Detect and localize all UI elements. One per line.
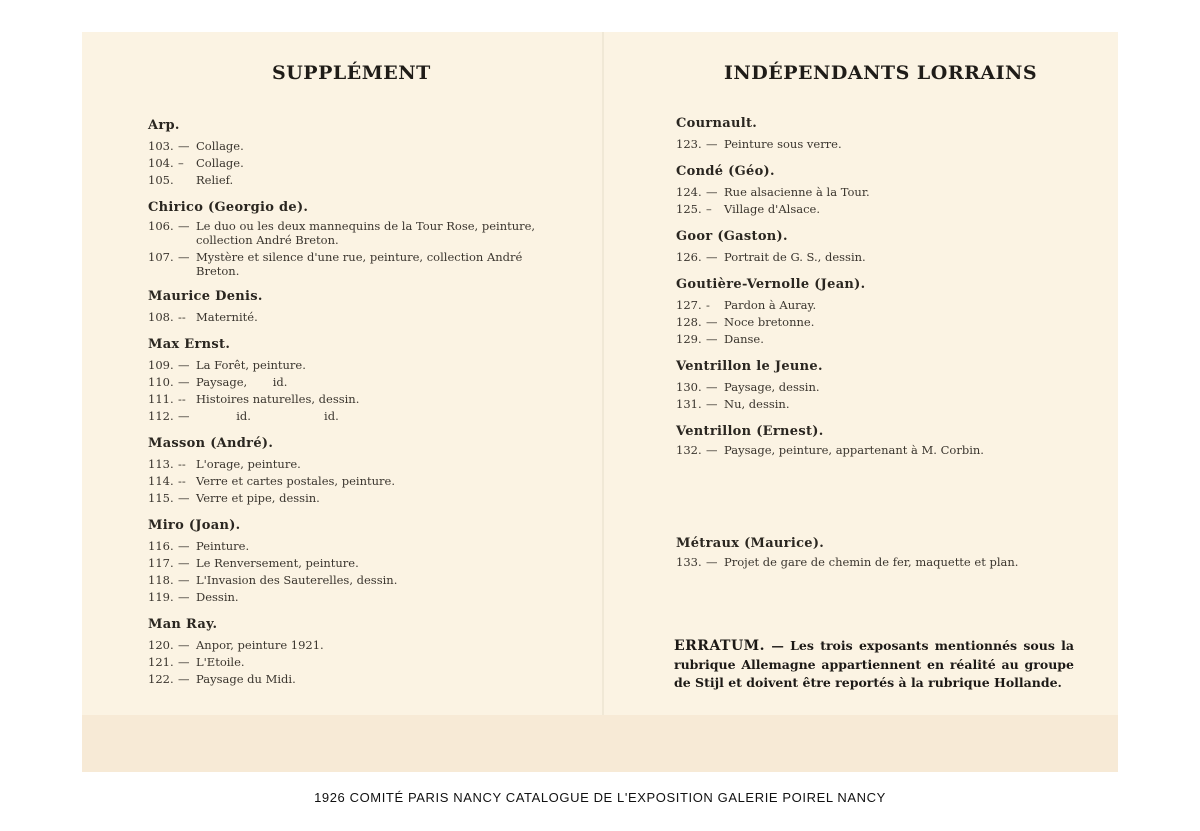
artwork-dash: — xyxy=(706,555,718,569)
artwork-num: 118. xyxy=(148,573,174,587)
artwork-num: 111. xyxy=(148,392,174,406)
artwork-desc: Rue alsacienne à la Tour. xyxy=(724,185,870,199)
artwork-desc: Portrait de G. S., dessin. xyxy=(724,250,866,264)
artwork-item xyxy=(148,357,558,374)
artwork-desc: Verre et cartes postales, peinture. xyxy=(196,474,395,488)
artwork-dash: — xyxy=(178,638,190,652)
artist-name: Masson (André). xyxy=(148,436,274,451)
artist-name: Ventrillon le Jeune. xyxy=(676,359,823,374)
artwork-list xyxy=(148,538,558,606)
artwork-desc: id. id. xyxy=(196,409,339,423)
artwork-num: 124. xyxy=(676,185,702,199)
artwork-desc: Paysage du Midi. xyxy=(196,672,296,686)
artwork-item xyxy=(148,490,558,507)
artwork-list xyxy=(148,456,558,507)
artwork-dash: — xyxy=(178,556,190,570)
artwork-desc: Anpor, peinture 1921. xyxy=(196,638,324,652)
artist-name: Miro (Joan). xyxy=(148,518,241,533)
artwork-num: 107. xyxy=(148,250,174,264)
artist-name: Goutière-Vernolle (Jean). xyxy=(676,277,866,292)
artist-entry xyxy=(676,424,1086,458)
artist-entry xyxy=(148,518,558,606)
artwork-dash: -- xyxy=(178,457,186,471)
artist-entry xyxy=(676,116,1086,153)
left-heading: SUPPLÉMENT xyxy=(272,62,431,84)
artwork-desc: Le Renversement, peinture. xyxy=(196,556,359,570)
artwork-dash: — xyxy=(706,443,718,457)
artwork-num: 113. xyxy=(148,457,174,471)
artwork-item xyxy=(148,391,558,408)
artwork-dash xyxy=(178,172,196,189)
artist-entry xyxy=(676,536,1086,570)
artwork-list xyxy=(676,444,1086,458)
artwork-num: 132. xyxy=(676,443,702,457)
artist-name: Man Ray. xyxy=(148,617,218,632)
artist-entry xyxy=(676,229,1086,266)
artwork-num: 122. xyxy=(148,672,174,686)
artwork-dash: — xyxy=(706,380,718,394)
artwork-dash: -- xyxy=(178,310,186,324)
artwork-item xyxy=(148,172,558,189)
artwork-item xyxy=(676,331,1086,348)
artist-name: Ventrillon (Ernest). xyxy=(676,424,824,439)
artwork-item xyxy=(676,444,1086,458)
metraux-entry xyxy=(676,536,1086,581)
artwork-num: 114. xyxy=(148,474,174,488)
artwork-desc: Peinture. xyxy=(196,539,250,553)
artwork-dash: — xyxy=(178,655,190,669)
artwork-item xyxy=(676,297,1086,314)
artwork-list xyxy=(676,184,1086,218)
artwork-item xyxy=(148,555,558,572)
artwork-desc: Paysage, id. xyxy=(196,375,288,389)
artwork-desc: La Forêt, peinture. xyxy=(196,358,306,372)
artwork-num: 115. xyxy=(148,491,174,505)
artwork-desc: Maternité. xyxy=(196,310,258,324)
artist-entry xyxy=(148,337,558,425)
artist-entry xyxy=(148,200,558,278)
artwork-num: 105. xyxy=(148,173,174,187)
artwork-dash: — xyxy=(178,672,190,686)
artwork-item xyxy=(148,473,558,490)
artwork-num: 128. xyxy=(676,315,702,329)
artwork-item xyxy=(148,572,558,589)
artwork-list xyxy=(676,556,1086,570)
right-heading: INDÉPENDANTS LORRAINS xyxy=(724,62,1038,84)
artwork-desc: L'orage, peinture. xyxy=(196,457,301,471)
artwork-item xyxy=(148,671,558,688)
artwork-desc: Village d'Alsace. xyxy=(724,202,820,216)
artwork-dash: — xyxy=(178,590,190,604)
artwork-num: 129. xyxy=(676,332,702,346)
artwork-num: 110. xyxy=(148,375,174,389)
artwork-dash: -- xyxy=(178,474,186,488)
artwork-item xyxy=(148,309,558,326)
artwork-num: 131. xyxy=(676,397,702,411)
artwork-num: 112. xyxy=(148,409,174,423)
artwork-item xyxy=(676,184,1086,201)
artwork-desc: Noce bretonne. xyxy=(724,315,815,329)
artwork-dash: – xyxy=(178,156,184,170)
artwork-dash: – xyxy=(706,202,712,216)
artwork-item xyxy=(676,379,1086,396)
artwork-item xyxy=(148,251,558,278)
artwork-num: 109. xyxy=(148,358,174,372)
artist-name: Goor (Gaston). xyxy=(676,229,788,244)
artist-entry xyxy=(148,436,558,507)
artwork-list xyxy=(148,138,558,189)
artist-entry xyxy=(676,277,1086,348)
artist-name: Chirico (Georgio de). xyxy=(148,200,309,215)
artwork-item xyxy=(676,201,1086,218)
artwork-desc: Danse. xyxy=(724,332,764,346)
artwork-item xyxy=(676,314,1086,331)
artwork-num: 108. xyxy=(148,310,174,324)
artwork-list xyxy=(148,637,558,688)
artwork-num: 116. xyxy=(148,539,174,553)
artwork-desc: Paysage, peinture, appartenant à M. Corbin. xyxy=(724,443,984,457)
artwork-desc: Collage. xyxy=(196,139,244,153)
artwork-item xyxy=(148,654,558,671)
artwork-list xyxy=(676,379,1086,413)
artwork-desc: Peinture sous verre. xyxy=(724,137,842,151)
artwork-item xyxy=(148,637,558,654)
artwork-list xyxy=(148,357,558,425)
artwork-dash: — xyxy=(178,375,190,389)
artwork-item xyxy=(148,589,558,606)
artwork-num: 133. xyxy=(676,555,702,569)
artwork-item xyxy=(148,408,558,425)
catalogue-page xyxy=(82,32,1118,715)
artwork-desc: Nu, dessin. xyxy=(724,397,790,411)
artwork-item xyxy=(148,138,558,155)
artist-entry xyxy=(148,118,558,189)
artist-name: Métraux (Maurice). xyxy=(676,536,825,551)
artwork-desc: Histoires naturelles, dessin. xyxy=(196,392,360,406)
artwork-item xyxy=(676,556,1086,570)
artwork-item xyxy=(148,456,558,473)
artwork-list xyxy=(148,309,558,326)
artwork-desc: Verre et pipe, dessin. xyxy=(196,491,320,505)
artwork-desc: Relief. xyxy=(196,173,234,187)
artwork-num: 120. xyxy=(148,638,174,652)
independants-column xyxy=(676,116,1086,469)
artwork-item xyxy=(676,396,1086,413)
erratum-text: — Les trois exposants mentionnés sous la rubrique Allemagne appartiennent en réalité au groupe de Stijl et doivent être reportés à la rubrique Hollande. xyxy=(674,638,1074,690)
artist-name: Cournault. xyxy=(676,116,758,131)
artwork-desc: Le duo ou les deux mannequins de la Tour Rose, peinture, collection André Breton. xyxy=(196,219,539,247)
artist-entry xyxy=(148,289,558,326)
artwork-dash: — xyxy=(178,139,190,153)
image-caption: 1926 COMITÉ PARIS NANCY CATALOGUE DE L'EXPOSITION GALERIE POIREL NANCY xyxy=(314,790,886,805)
artwork-desc: L'Etoile. xyxy=(196,655,245,669)
artwork-num: 130. xyxy=(676,380,702,394)
artwork-dash: -- xyxy=(178,392,186,406)
artwork-desc: Projet de gare de chemin de fer, maquette et plan. xyxy=(724,555,1019,569)
artwork-item xyxy=(148,155,558,172)
artwork-dash: — xyxy=(178,409,190,423)
artwork-dash: - xyxy=(706,298,710,312)
artwork-desc: L'Invasion des Sauterelles, dessin. xyxy=(196,573,398,587)
artwork-num: 127. xyxy=(676,298,702,312)
artwork-dash: — xyxy=(706,250,718,264)
artwork-num: 104. xyxy=(148,156,174,170)
page-fold xyxy=(602,32,604,715)
artwork-list xyxy=(676,136,1086,153)
artwork-dash: — xyxy=(706,332,718,346)
artwork-num: 121. xyxy=(148,655,174,669)
artwork-dash: — xyxy=(178,491,190,505)
artist-entry xyxy=(676,164,1086,218)
artist-name: Condé (Géo). xyxy=(676,164,775,179)
artwork-num: 119. xyxy=(148,590,174,604)
artist-name: Maurice Denis. xyxy=(148,289,263,304)
artwork-num: 125. xyxy=(676,202,702,216)
artwork-item xyxy=(148,220,558,247)
artwork-num: 106. xyxy=(148,219,174,233)
artwork-desc: Dessin. xyxy=(196,590,239,604)
artist-entry xyxy=(148,617,558,688)
artwork-desc: Mystère et silence d'une rue, peinture, collection André Breton. xyxy=(196,250,527,278)
artwork-num: 103. xyxy=(148,139,174,153)
erratum-lead: ERRATUM. xyxy=(674,638,766,654)
artwork-list xyxy=(676,297,1086,348)
artwork-item xyxy=(148,374,558,391)
artwork-dash: — xyxy=(178,219,190,233)
supplement-column xyxy=(148,118,558,699)
artist-name: Max Ernst. xyxy=(148,337,231,352)
artist-name: Arp. xyxy=(148,118,180,133)
artwork-num: 117. xyxy=(148,556,174,570)
artwork-item xyxy=(676,249,1086,266)
artwork-num: 123. xyxy=(676,137,702,151)
artwork-desc: Paysage, dessin. xyxy=(724,380,820,394)
artwork-dash: — xyxy=(178,573,190,587)
artwork-num: 126. xyxy=(676,250,702,264)
artwork-item xyxy=(676,136,1086,153)
artwork-dash: — xyxy=(178,539,190,553)
catalogue-scan xyxy=(82,32,1118,772)
artwork-list xyxy=(676,249,1086,266)
artwork-dash: — xyxy=(706,137,718,151)
artwork-desc: Pardon à Auray. xyxy=(724,298,817,312)
artwork-dash: — xyxy=(178,250,190,264)
artwork-item xyxy=(148,538,558,555)
artwork-dash: — xyxy=(706,185,718,199)
artwork-list xyxy=(148,220,558,278)
artwork-dash: — xyxy=(706,315,718,329)
artwork-dash: — xyxy=(706,397,718,411)
artwork-desc: Collage. xyxy=(196,156,244,170)
erratum-note xyxy=(674,637,1074,693)
artwork-dash: — xyxy=(178,358,190,372)
artist-entry xyxy=(676,359,1086,413)
